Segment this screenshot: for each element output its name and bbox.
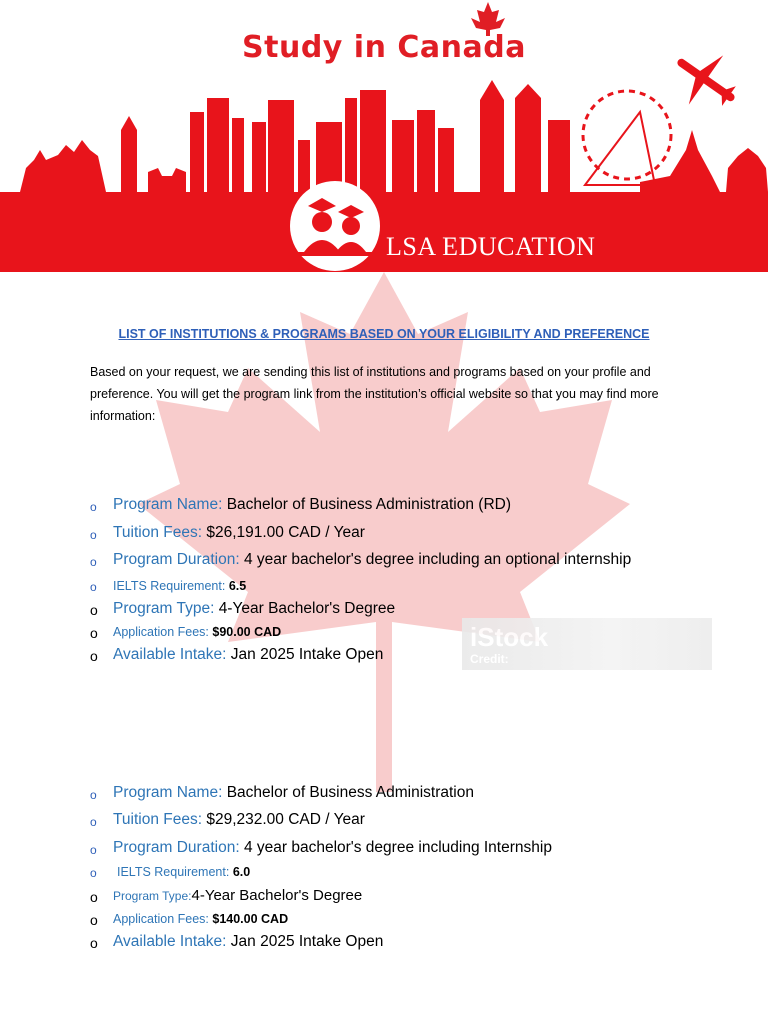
program-name-value: Bachelor of Business Administration xyxy=(226,784,474,801)
bullet-icon: o xyxy=(90,528,97,542)
program-type-value: 4-Year Bachelor's Degree xyxy=(218,600,396,617)
bullet-icon: o xyxy=(90,935,98,951)
ielts-value: 6.0 xyxy=(232,865,251,879)
program-type-value: 4-Year Bachelor's Degree xyxy=(191,887,363,904)
bullet-icon: o xyxy=(90,788,97,802)
program-name-label: Program Name: xyxy=(113,784,223,801)
bullet-icon: o xyxy=(90,602,98,618)
available-intake-label: Available Intake: xyxy=(113,933,227,950)
bullet-icon: o xyxy=(90,500,97,514)
application-fees-label: Application Fees: xyxy=(113,912,209,926)
available-intake-value: Jan 2025 Intake Open xyxy=(230,646,384,663)
section-heading: LIST OF INSTITUTIONS & PROGRAMS BASED ON YOUR ELIGIBILITY AND PREFERENCE xyxy=(118,327,650,341)
ielts-label: IELTS Requirement: xyxy=(117,865,230,879)
tuition-fees-value: $26,191.00 CAD / Year xyxy=(206,524,365,541)
bullet-icon: o xyxy=(90,889,98,905)
watermark-credit: Credit: xyxy=(470,652,509,666)
tuition-fees-value: $29,232.00 CAD / Year xyxy=(206,811,365,828)
available-intake-value: Jan 2025 Intake Open xyxy=(230,933,384,950)
program-duration-label: Program Duration: xyxy=(113,839,240,856)
application-fees-value: $140.00 CAD xyxy=(212,912,289,926)
bullet-icon: o xyxy=(90,866,97,880)
page-title: Study in Canada xyxy=(242,30,526,65)
tuition-fees-label: Tuition Fees: xyxy=(113,524,203,541)
stock-watermark xyxy=(462,618,712,670)
intro-paragraph: Based on your request, we are sending this list of institutions and programs based on your profile and preference. You will get the program link from the institution’s official website so that you may find more information: xyxy=(90,365,659,423)
application-fees-value: $90.00 CAD xyxy=(212,625,282,639)
bullet-icon: o xyxy=(90,912,98,928)
bullet-icon: o xyxy=(90,843,97,857)
program-type-label: Program Type: xyxy=(113,600,215,617)
brand-name: LSA EDUCATION xyxy=(386,232,596,261)
application-fees-label: Application Fees: xyxy=(113,625,209,639)
bullet-icon: o xyxy=(90,648,98,664)
program-name-value: Bachelor of Business Administration (RD) xyxy=(226,496,512,513)
watermark-name: iStock xyxy=(470,622,549,652)
bullet-icon: o xyxy=(90,555,97,569)
bullet-icon: o xyxy=(90,625,98,641)
program-type-label: Program Type: xyxy=(113,889,192,903)
available-intake-label: Available Intake: xyxy=(113,646,227,663)
bullet-icon: o xyxy=(90,580,97,594)
program-duration-value: 4 year bachelor's degree including Internship xyxy=(243,839,552,856)
program-duration-label: Program Duration: xyxy=(113,551,240,568)
tuition-fees-label: Tuition Fees: xyxy=(113,811,203,828)
ielts-label: IELTS Requirement: xyxy=(113,579,226,593)
header-banner xyxy=(0,0,768,272)
ielts-value: 6.5 xyxy=(228,579,247,593)
bullet-icon: o xyxy=(90,815,97,829)
program-duration-value: 4 year bachelor's degree including an optional internship xyxy=(243,551,632,568)
program-name-label: Program Name: xyxy=(113,496,223,513)
